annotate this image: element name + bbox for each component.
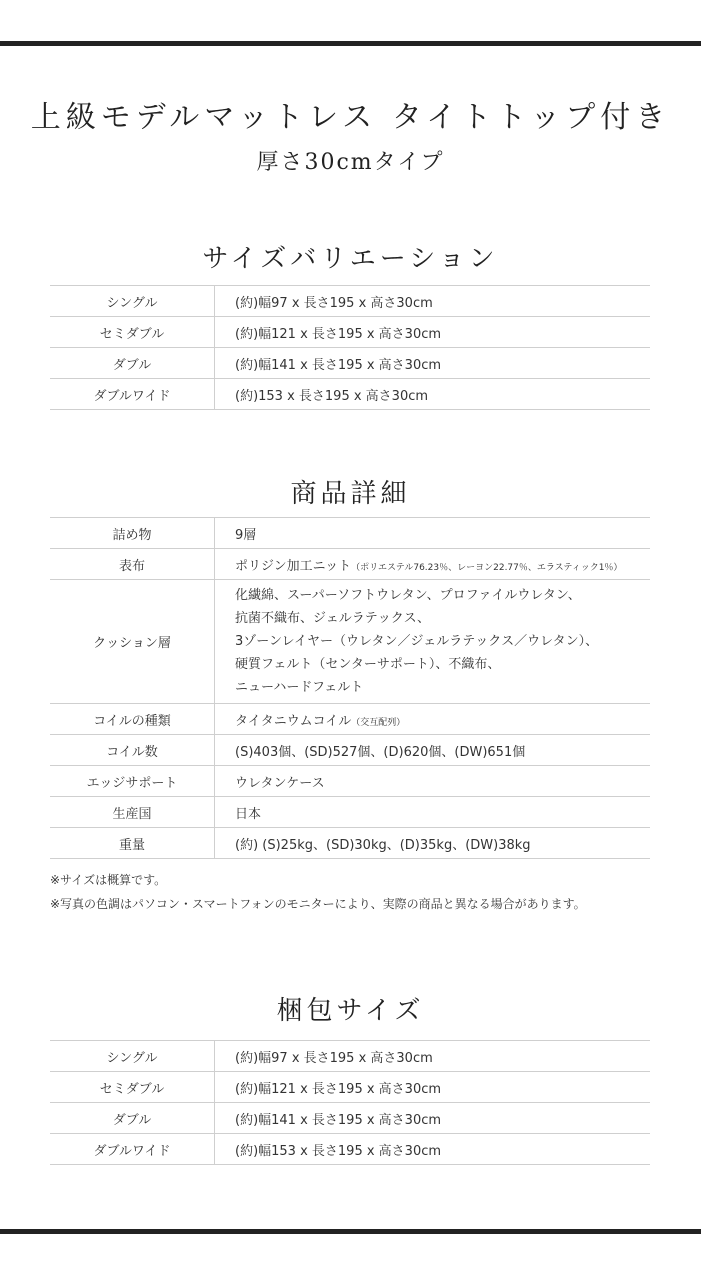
row-value xyxy=(215,580,651,704)
cushion-line: 抗菌不織布、ジェルラテックス、 xyxy=(235,611,431,626)
row-label: シングル xyxy=(50,286,215,317)
coil-type-note: （交互配列） xyxy=(351,717,406,728)
table-row xyxy=(50,735,650,766)
row-label: 表布 xyxy=(50,549,215,580)
row-value: 9層 xyxy=(235,527,257,543)
row-label: セミダブル xyxy=(50,317,215,348)
row-label: ダブル xyxy=(50,1103,215,1134)
row-value: (約)幅121 x 長さ195 x 高さ30cm xyxy=(235,1081,442,1097)
row-value: (約) (S)25kg、(SD)30kg、(D)35kg、(DW)38kg xyxy=(235,837,531,853)
bottom-rule xyxy=(0,1229,701,1234)
table-row xyxy=(50,348,650,379)
cushion-line: ニューハードフェルト xyxy=(235,680,364,695)
top-rule xyxy=(0,41,701,46)
row-value: (約)幅97 x 長さ195 x 高さ30cm xyxy=(235,1050,433,1066)
details-table xyxy=(50,517,650,859)
row-value xyxy=(215,549,651,580)
table-row xyxy=(50,704,650,735)
table-row xyxy=(50,797,650,828)
table-row xyxy=(50,549,650,580)
row-label: ダブルワイド xyxy=(50,379,215,410)
table-row xyxy=(50,1041,650,1072)
page-title: 上級モデルマットレス タイトトップ付き xyxy=(30,100,671,135)
table-row xyxy=(50,379,650,410)
row-label: コイルの種類 xyxy=(50,704,215,735)
cushion-line: 化繊綿、スーパーソフトウレタン、プロファイルウレタン、 xyxy=(235,588,581,603)
row-value: (約)幅153 x 長さ195 x 高さ30cm xyxy=(235,1143,442,1159)
table-row xyxy=(50,317,650,348)
row-value: (約)幅141 x 長さ195 x 高さ30cm xyxy=(235,1112,442,1128)
row-label: 生産国 xyxy=(50,797,215,828)
packing-heading: 梱包サイズ xyxy=(276,996,425,1026)
row-value: (約)幅97 x 長さ195 x 高さ30cm xyxy=(235,295,433,311)
cushion-line: 3ゾーンレイヤー（ウレタン／ジェルラテックス／ウレタン）、 xyxy=(235,634,599,649)
row-label: 重量 xyxy=(50,828,215,859)
row-value xyxy=(215,704,651,735)
table-row xyxy=(50,1134,650,1165)
page-subtitle: 厚さ30cmタイプ xyxy=(256,150,445,175)
packing-table xyxy=(50,1040,650,1165)
size-variations-heading: サイズバリエーション xyxy=(202,244,499,274)
row-value: (約)153 x 長さ195 x 高さ30cm xyxy=(235,388,429,404)
row-value: (約)幅121 x 長さ195 x 高さ30cm xyxy=(235,326,442,342)
size-variations-table xyxy=(50,285,650,410)
size-note: ※サイズは概算です。 xyxy=(50,873,167,887)
table-row xyxy=(50,828,650,859)
row-label: 詰め物 xyxy=(50,518,215,549)
fabric-value: ポリジン加工ニット xyxy=(235,558,352,574)
row-label: コイル数 xyxy=(50,735,215,766)
row-label: ダブルワイド xyxy=(50,1134,215,1165)
row-value: (S)403個、(SD)527個、(D)620個、(DW)651個 xyxy=(235,744,526,760)
table-row xyxy=(50,286,650,317)
row-value: 日本 xyxy=(235,806,262,822)
row-value: (約)幅141 x 長さ195 x 高さ30cm xyxy=(235,357,442,373)
color-note: ※写真の色調はパソコン・スマートフォンのモニターにより、実際の商品と異なる場合があります。 xyxy=(50,897,586,911)
table-row xyxy=(50,580,650,704)
row-value: ウレタンケース xyxy=(235,775,325,791)
table-row xyxy=(50,518,650,549)
table-row xyxy=(50,1072,650,1103)
table-row xyxy=(50,1103,650,1134)
row-label: クッション層 xyxy=(50,580,215,704)
row-label: シングル xyxy=(50,1041,215,1072)
table-row xyxy=(50,766,650,797)
coil-type-value: タイタニウムコイル xyxy=(235,713,352,729)
row-label: セミダブル xyxy=(50,1072,215,1103)
details-heading: 商品詳細 xyxy=(290,479,411,509)
row-label: エッジサポート xyxy=(50,766,215,797)
cushion-line: 硬質フェルト（センターサポート）、不織布、 xyxy=(235,657,501,672)
row-label: ダブル xyxy=(50,348,215,379)
fabric-note: （ポリエステル76.23％、レーヨン22.77％、エラスティック1％） xyxy=(351,562,623,573)
